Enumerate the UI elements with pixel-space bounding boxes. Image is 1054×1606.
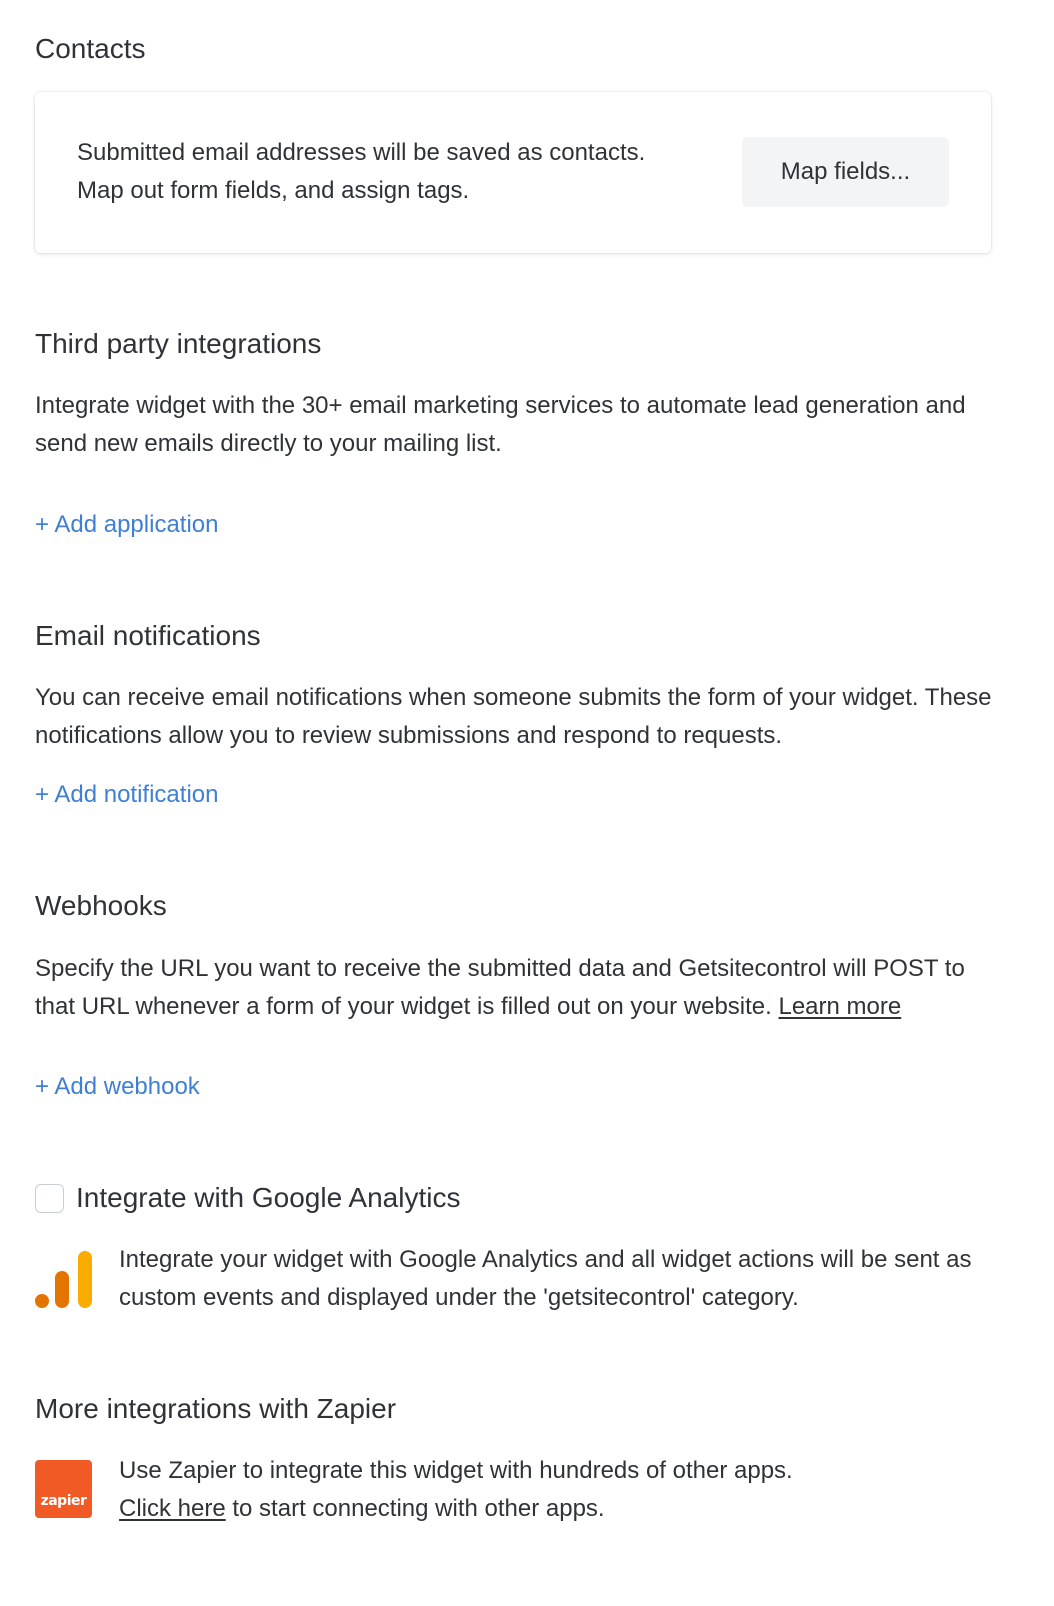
webhooks-title: Webhooks (35, 890, 167, 921)
contacts-description-line2: Map out form fields, and assign tags. (77, 177, 470, 204)
add-notification-link[interactable]: + Add notification (35, 781, 219, 808)
third-party-description: Integrate widget with the 30+ email marketing services to automate lead generation and send new emails directly to your mailing list. (35, 392, 966, 457)
third-party-title: Third party integrations (35, 328, 322, 359)
contacts-description-line1: Submitted email addresses will be saved as contacts. (77, 139, 646, 166)
webhooks-description (35, 950, 1000, 1026)
contacts-description (77, 134, 717, 210)
email-notifications-description: You can receive email notifications when someone submits the form of your widget. These notifications allow you to review submissions and respond to requests. (35, 684, 992, 749)
google-analytics-label[interactable]: Integrate with Google Analytics (76, 1182, 461, 1213)
zapier-description-line2 (119, 1490, 999, 1528)
contacts-card (35, 92, 991, 253)
add-webhook-link[interactable]: + Add webhook (35, 1073, 200, 1100)
ga-logo-dot (35, 1294, 49, 1308)
contacts-title: Contacts (35, 33, 146, 64)
zapier-description-line2-rest: to start connecting with other apps. (225, 1495, 605, 1522)
map-fields-button[interactable]: Map fields... (742, 137, 949, 207)
learn-more-link[interactable]: Learn more (778, 993, 902, 1020)
zapier-logo-icon (35, 1460, 92, 1518)
zapier-logo-text: zapier (40, 1493, 87, 1509)
zapier-title: More integrations with Zapier (35, 1393, 397, 1424)
click-here-link[interactable]: Click here (119, 1495, 226, 1522)
ga-logo-bar-mid (55, 1271, 69, 1308)
google-analytics-icon (34, 1250, 94, 1310)
add-application-link[interactable]: + Add application (35, 511, 219, 538)
zapier-description-line1: Use Zapier to integrate this widget with hundreds of other apps. (119, 1457, 793, 1484)
google-analytics-description: Integrate your widget with Google Analytics and all widget actions will be sent as custom events and displayed under the 'getsitecontrol' category. (119, 1246, 972, 1311)
ga-logo-bar-tall (78, 1251, 92, 1308)
webhooks-description-text: Specify the URL you want to receive the submitted data and Getsitecontrol will POST to that URL whenever a form of your widget is filled out on your website. (35, 955, 965, 1020)
zapier-description (119, 1452, 999, 1528)
google-analytics-checkbox[interactable] (35, 1184, 64, 1213)
email-notifications-title: Email notifications (35, 620, 261, 651)
